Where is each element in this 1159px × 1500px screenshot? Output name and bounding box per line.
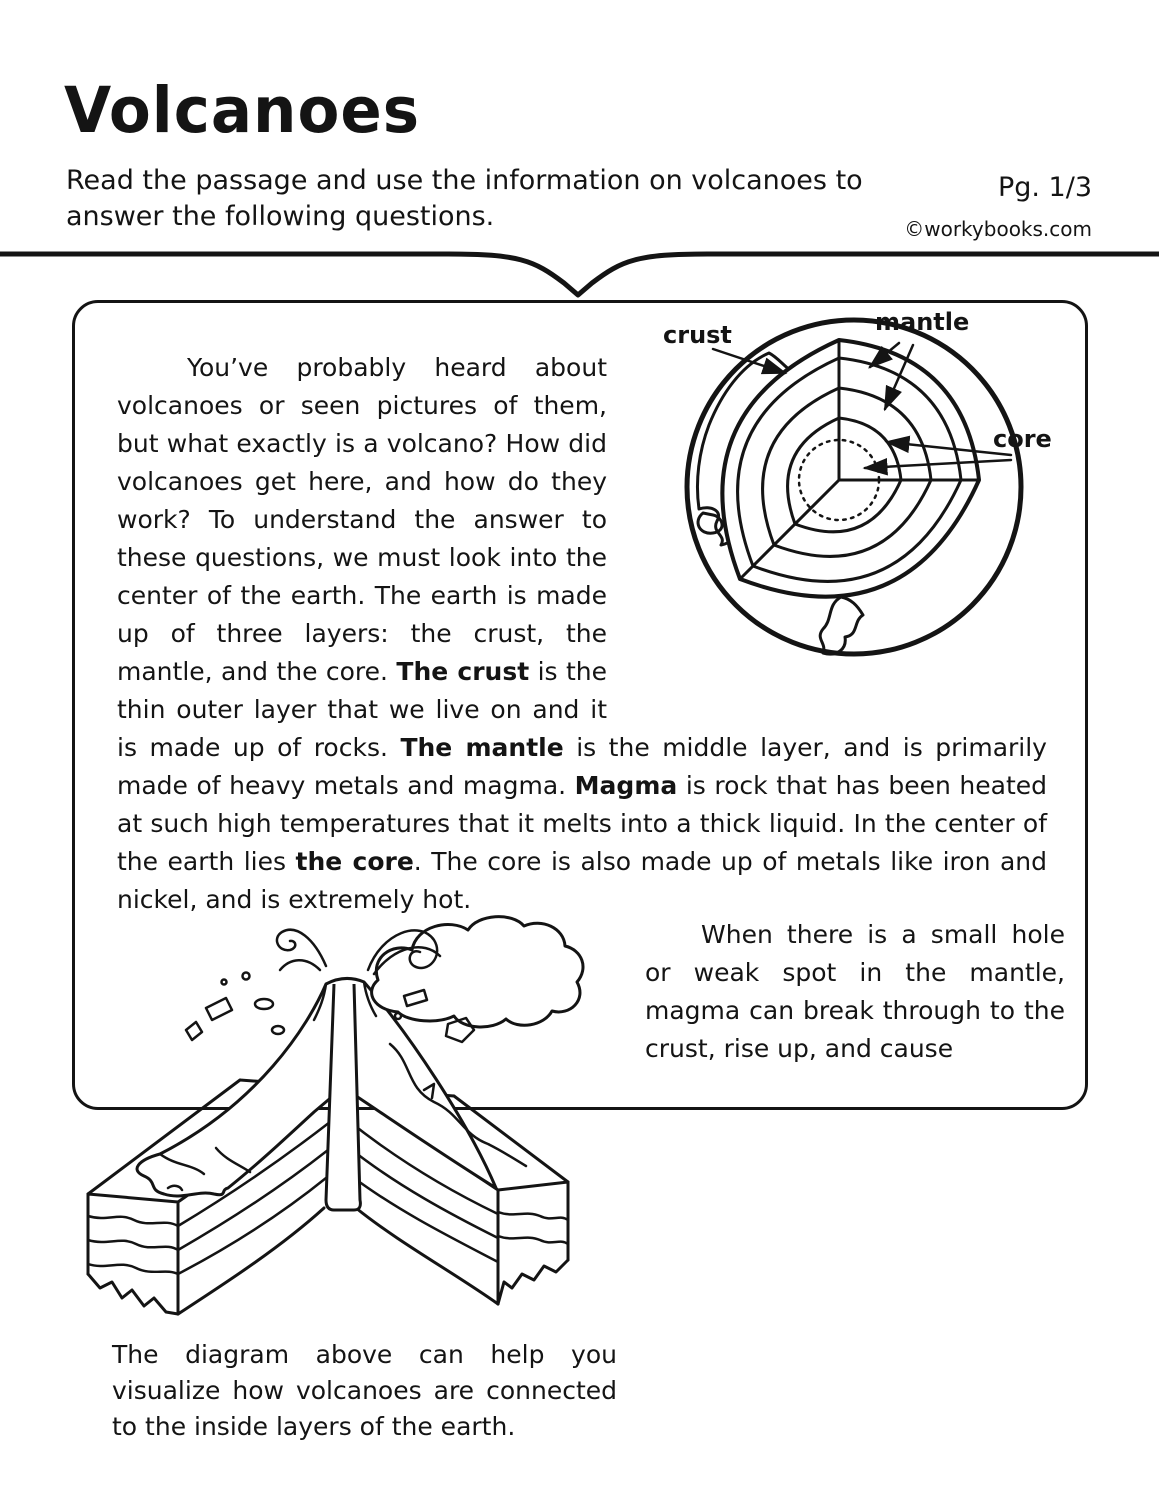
header-divider bbox=[0, 250, 1159, 304]
debris-dot-1 bbox=[243, 973, 250, 980]
instructions-text: Read the passage and use the information on volcanoes to answer the following questions. bbox=[66, 165, 863, 232]
earth-label-core: core bbox=[993, 425, 1052, 453]
crust-arrow bbox=[713, 349, 785, 373]
page-title: Volcanoes bbox=[64, 74, 421, 148]
right-jagged-bottom bbox=[498, 1260, 568, 1304]
passage-paragraph-2: When there is a small hole or weak spot in the mantle, magma can break through to the crust, rise up, and cause bbox=[645, 920, 1065, 1063]
lava-fountain-left bbox=[277, 930, 326, 970]
block-left-face bbox=[88, 1194, 178, 1314]
page-number: Pg. 1/3 bbox=[997, 172, 1092, 203]
earth-label-crust: crust bbox=[663, 321, 732, 349]
debris-dot-2 bbox=[222, 980, 227, 985]
diagram-caption: The diagram above can help you visualize how volcanoes are connected to the inside layers of the earth. bbox=[112, 1340, 617, 1441]
front-bottom-edge bbox=[178, 1208, 498, 1314]
left-jagged-bottom bbox=[88, 1274, 178, 1314]
left-strata bbox=[88, 1216, 178, 1274]
debris-oval-2 bbox=[272, 1026, 284, 1034]
debris-oval-1 bbox=[255, 999, 273, 1009]
volcano-diagram bbox=[68, 912, 592, 1322]
debris-dot-3 bbox=[395, 1013, 401, 1019]
paragraph-1-text: You’ve probably heard about volcanoes or seen pictures of them, but what exactly is a volcano? How did volcanoes get here, and how do they work? To understand the answer to these questions, we must look into the center of the earth. The earth is made up of three layers: the crust, the mantle, and the core. The crust is the thin outer layer that we live on and it is made up of rocks. The mantle is the middle layer, and is primarily made of heavy metals and magma. Magma is rock that has been heated at such high temperatures that it melts into a thick liquid. In the center of the earth lies the core. The core is also made up of metals like iron and nickel, and is extremely hot. bbox=[117, 353, 1047, 914]
right-strata bbox=[498, 1212, 568, 1244]
continent-south-america bbox=[820, 597, 863, 654]
copyright-text: ©workybooks.com bbox=[904, 217, 1092, 241]
continent-island bbox=[698, 513, 722, 533]
earth-diagram bbox=[651, 305, 1081, 661]
earth-label-mantle: mantle bbox=[875, 308, 970, 336]
header-right bbox=[904, 172, 1092, 241]
